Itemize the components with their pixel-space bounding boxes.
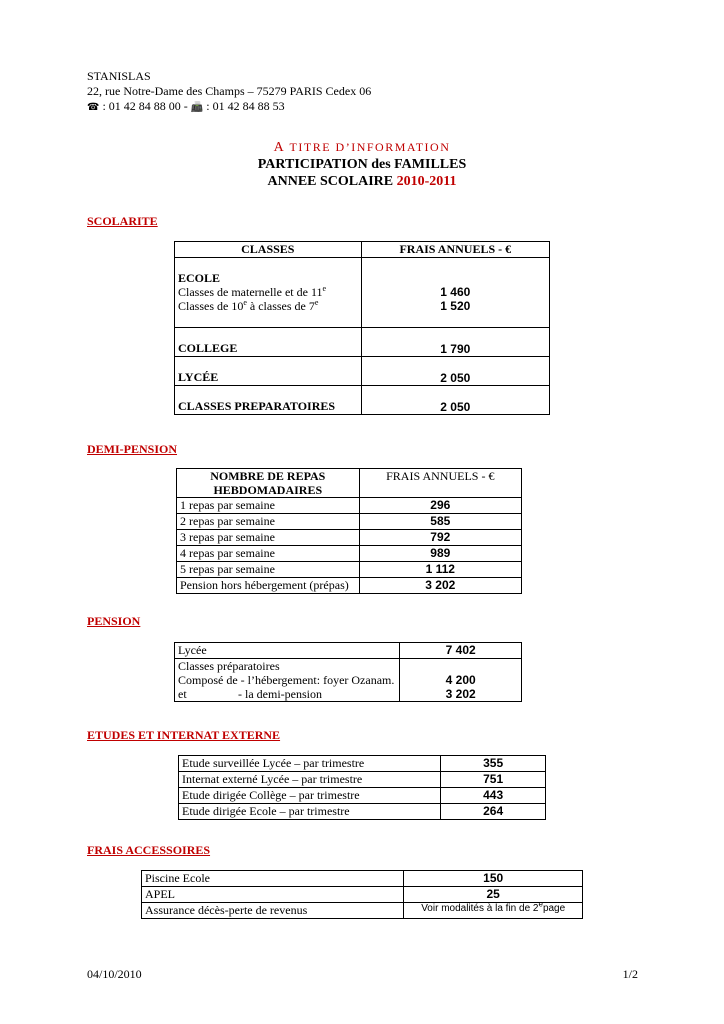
table-row-prepa (175, 659, 522, 702)
college-value: 1 790 (361, 328, 549, 357)
dixieme-sup: e (243, 298, 247, 307)
scolarite-table (174, 241, 550, 415)
lycee-value: 2 050 (361, 357, 549, 386)
section-demi-pension: DEMI-PENSION (87, 442, 178, 456)
prepa-label: CLASSES PREPARATOIRES (175, 386, 362, 415)
row-value: 25 (404, 887, 583, 903)
row-label: Etude surveillée Lycée – par trimestre (179, 756, 441, 772)
info-caption-rest: TITRE D’INFORMATION (289, 140, 451, 154)
table-row-lycee (175, 643, 522, 659)
row-label: 1 repas par semaine (177, 498, 360, 514)
phone-number: : 01 42 84 88 00 - (102, 99, 188, 113)
school-year-title (0, 174, 724, 190)
note-text: Voir modalités à la fin de 2 (421, 903, 539, 914)
row-value: 751 (441, 772, 546, 788)
section-etudes: ETUDES ET INTERNAT EXTERNE (87, 728, 281, 742)
row-value: 150 (404, 871, 583, 887)
row-label: Etude dirigée Ecole – par trimestre (179, 804, 441, 820)
table-row-lycee (175, 357, 550, 386)
row-value: 296 (359, 498, 521, 514)
table-row (179, 756, 546, 772)
maternelle-sup: e (322, 284, 327, 293)
table-row (177, 530, 522, 546)
col-frais: FRAIS ANNUELS - € (361, 242, 549, 258)
fax-icon: 📠 (190, 102, 204, 113)
table-row (142, 871, 583, 887)
dixieme-text: Classes de 10 (178, 299, 244, 313)
table-row (177, 562, 522, 578)
prepa-cell (175, 659, 400, 702)
fax-number: : 01 42 84 88 53 (206, 99, 285, 113)
footer-date: 04/10/2010 (87, 967, 142, 981)
assurance-note (404, 899, 583, 919)
info-caption (0, 140, 724, 156)
row-label: 3 repas par semaine (177, 530, 360, 546)
table-row (177, 578, 522, 594)
table-row (177, 498, 522, 514)
row-label: Pension hors hébergement (prépas) (177, 578, 360, 594)
note-sup: e (538, 899, 543, 909)
row-value: 792 (359, 530, 521, 546)
table-header-row (175, 242, 550, 258)
prepa-line1: Classes préparatoires (178, 659, 280, 673)
table-row-college (175, 328, 550, 357)
table-row-ecole (175, 258, 550, 328)
contact-line (87, 99, 371, 115)
row-label: 2 repas par semaine (177, 514, 360, 530)
hebergement-value: 4 200 (445, 673, 476, 687)
school-year-prefix: ANNEE SCOLAIRE (267, 174, 394, 189)
row-label: APEL (142, 887, 404, 903)
row-label: 4 repas par semaine (177, 546, 360, 562)
lycee-label: Lycée (175, 643, 400, 659)
ecole-values (361, 258, 549, 328)
demi-pension-table (176, 468, 522, 594)
pension-table (174, 642, 522, 702)
row-value: 355 (441, 756, 546, 772)
ecole-label: ECOLE (178, 271, 221, 285)
school-year: 2010-2011 (396, 174, 457, 189)
section-scolarite: SCOLARITE (87, 214, 158, 228)
lycee-value: 7 402 (400, 643, 522, 659)
row-value: 264 (441, 804, 546, 820)
col-repas: NOMBRE DE REPAS HEBDOMADAIRES (177, 469, 360, 498)
maternelle-value: 1 460 (440, 285, 471, 299)
prepa-et: et (178, 687, 187, 701)
prepa-demi: - la demi-pension (238, 687, 322, 701)
lycee-label: LYCÉE (175, 357, 362, 386)
section-frais-accessoires: FRAIS ACCESSOIRES (87, 843, 211, 857)
row-label: Etude dirigée Collège – par trimestre (179, 788, 441, 804)
page-number: 1/2 (622, 967, 638, 981)
col-classes: CLASSES (175, 242, 362, 258)
table-row (177, 546, 522, 562)
row-value: 1 112 (359, 562, 521, 578)
etudes-table (178, 755, 546, 820)
septieme-text: à classes de 7 (246, 299, 315, 313)
ecole-cell (175, 258, 362, 328)
college-label: COLLEGE (175, 328, 362, 357)
dixieme-value: 1 520 (440, 299, 471, 313)
row-value: 989 (359, 546, 521, 562)
maternelle-text: Classes de maternelle et de 11 (178, 285, 323, 299)
table-header-row (177, 469, 522, 498)
col-frais: FRAIS ANNUELS - € (359, 469, 521, 498)
row-value: 3 202 (359, 578, 521, 594)
row-value: 585 (359, 514, 521, 530)
assurance-label: Assurance décès-perte de revenus (142, 903, 404, 919)
septieme-sup: e (314, 298, 319, 307)
prepa-line3 (178, 687, 396, 701)
table-row (179, 788, 546, 804)
row-value: 443 (441, 788, 546, 804)
school-address: 22, rue Notre-Dame des Champs – 75279 PARIS Cedex 06 (87, 84, 372, 98)
prepa-line2: Composé de - l’hébergement: foyer Ozanam. (178, 673, 395, 687)
page-title: PARTICIPATION des FAMILLES (257, 157, 467, 172)
row-label: Piscine Ecole (142, 871, 404, 887)
table-row (179, 804, 546, 820)
row-label: Internat externé Lycée – par trimestre (179, 772, 441, 788)
table-row (142, 903, 583, 919)
maternelle-label (178, 285, 358, 299)
table-row (179, 772, 546, 788)
phone-icon: ☎ (87, 102, 100, 113)
table-row (142, 887, 583, 903)
prepa-values (400, 659, 522, 702)
row-label: 5 repas par semaine (177, 562, 360, 578)
school-header (87, 69, 371, 115)
section-pension: PENSION (87, 614, 141, 628)
table-row-prepa (175, 386, 550, 415)
school-name: STANISLAS (87, 69, 151, 83)
info-caption-initial: A (273, 140, 286, 155)
dixieme-label (178, 299, 358, 313)
note-page: page (542, 903, 566, 914)
table-row (177, 514, 522, 530)
frais-table (141, 870, 583, 919)
prepa-value: 2 050 (361, 386, 549, 415)
demi-pension-value: 3 202 (445, 687, 476, 701)
